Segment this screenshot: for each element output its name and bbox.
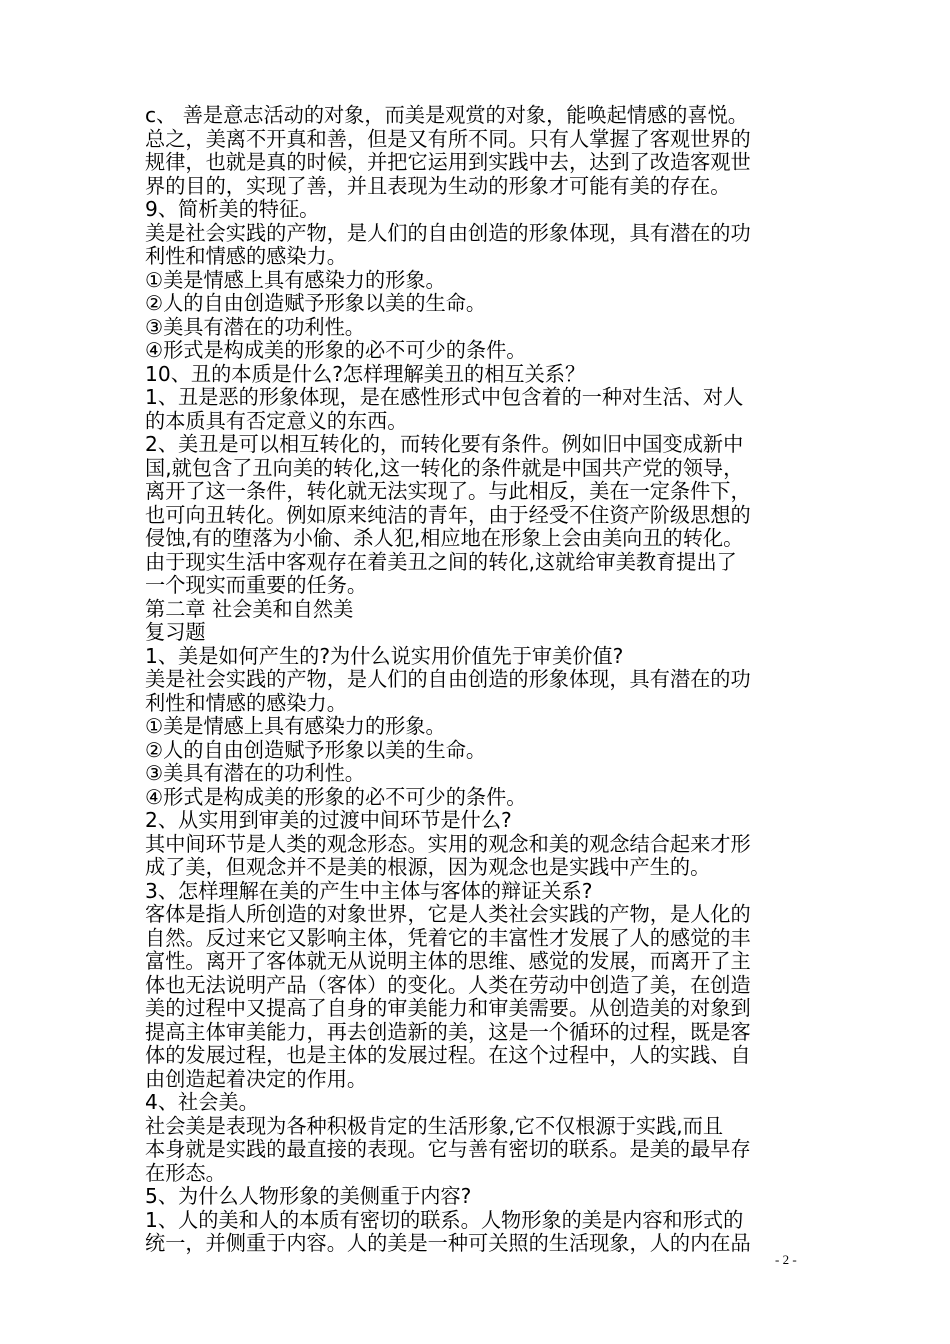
text-line: 利性和情感的感染力。 [145,690,347,715]
text-line: ①美是情感上具有感染力的形象。 [145,714,446,738]
text-line: 1、丑是恶的形象体现，是在感性形式中包含着的一种对生活、对人 [145,385,744,409]
text-line: 其中间环节是人类的观念形态。实用的观念和美的观念结合起来才形 [145,831,751,856]
text-line: 由创造起着决定的作用。 [145,1066,368,1091]
text-line: 复习题 [145,620,206,644]
text-line: 离开了这一条件，转化就无法实现了。与此相反，美在一定条件下， [145,479,751,503]
text-line: 2、从实用到审美的过渡中间环节是什么? [145,808,512,832]
text-line: 利性和情感的感染力。 [145,244,347,268]
text-line: 的本质具有否定意义的东西。 [145,408,408,433]
text-line: 5、为什么人物形象的美侧重于内容? [145,1184,472,1208]
text-line: 成了美，但观念并不是美的根源，因为观念也是实践中产生的。 [145,855,711,879]
text-line: ①美是情感上具有感染力的形象。 [145,267,446,292]
text-line: 第二章 社会美和自然美 [145,596,354,621]
text-line: ③美具有潜在的功利性。 [145,314,365,339]
text-line: 社会美是表现为各种积极肯定的生活形象,它不仅根源于实践,而且 [145,1113,724,1138]
text-line: 在形态。 [145,1160,226,1185]
text-line: 界的目的，实现了善，并且表现为生动的形象才可能有美的存在。 [145,173,731,198]
text-line: 提高主体审美能力，再去创造新的美，这是一个循环的过程，既是客 [145,1019,751,1044]
text-line: 1、人的美和人的本质有密切的联系。人物形象的美是内容和形式的 [145,1207,744,1232]
text-line: 总之，美离不开真和善，但是又有所不同。只有人掌握了客观世界的 [145,126,751,151]
text-line: 4、社会美。 [145,1090,259,1114]
page-number: - 2 - [775,1252,797,1267]
text-line: 也可向丑转化。例如原来纯洁的青年，由于经受不住资产阶级思想的 [145,502,751,527]
text-line: ②人的自由创造赋予形象以美的生命。 [145,737,487,762]
text-line: 客体是指人所创造的对象世界，它是人类社会实践的产物，是人化的 [145,902,751,926]
text-line: 1、美是如何产生的?为什么说实用价值先于审美价值? [145,643,624,668]
text-line: 一个现实而重要的任务。 [145,573,368,597]
text-line: 统一，并侧重于内容。人的美是一种可关照的生活现象，人的内在品 [145,1231,751,1255]
text-line: 国,就包含了丑向美的转化,这一转化的条件就是中国共产党的领导， [145,455,744,480]
text-line: c、 善是意志活动的对象，而美是观赏的对象，能唤起情感的喜悦。 [145,103,748,127]
text-line: 自然。反过来它又影响主体，凭着它的丰富性才发展了人的感觉的丰 [145,925,751,950]
text-line: ④形式是构成美的形象的必不可少的条件。 [145,338,527,362]
text-line: 10、丑的本质是什么?怎样理解美丑的相互关系？ [145,361,586,386]
text-line: 体也无法说明产品（客体）的变化。人类在劳动中创造了美，在创造 [145,972,751,997]
text-line: 富性。离开了客体就无从说明主体的思维、感觉的发展，而离开了主 [145,949,751,973]
text-line: 本身就是实践的最直接的表现。它与善有密切的联系。是美的最早存 [145,1137,751,1161]
text-line: 体的发展过程，也是主体的发展过程。在这个过程中，人的实践、自 [145,1043,751,1067]
text-line: 侵蚀,有的堕落为小偷、杀人犯,相应地在形象上会由美向丑的转化。 [145,526,744,550]
text-line: 2、美丑是可以相互转化的，而转化要有条件。例如旧中国变成新中 [145,432,744,456]
text-line: ③美具有潜在的功利性。 [145,761,365,785]
text-line: ②人的自由创造赋予形象以美的生命。 [145,291,487,315]
text-line: 美的过程中又提高了自身的审美能力和审美需要。从创造美的对象到 [145,996,751,1020]
text-line: 美是社会实践的产物，是人们的自由创造的形象体现，具有潜在的功 [145,667,751,691]
text-line: 9、简析美的特征。 [145,197,320,221]
document-body [145,104,815,1256]
text-line: ④形式是构成美的形象的必不可少的条件。 [145,784,527,809]
text-line: 3、怎样理解在美的产生中主体与客体的辩证关系? [145,878,593,903]
text-line: 由于现实生活中客观存在着美丑之间的转化,这就给审美教育提出了 [145,549,737,574]
text-line: 美是社会实践的产物，是人们的自由创造的形象体现，具有潜在的功 [145,220,751,245]
text-line: 规律，也就是真的时候，并把它运用到实践中去，达到了改造客观世 [145,150,751,174]
